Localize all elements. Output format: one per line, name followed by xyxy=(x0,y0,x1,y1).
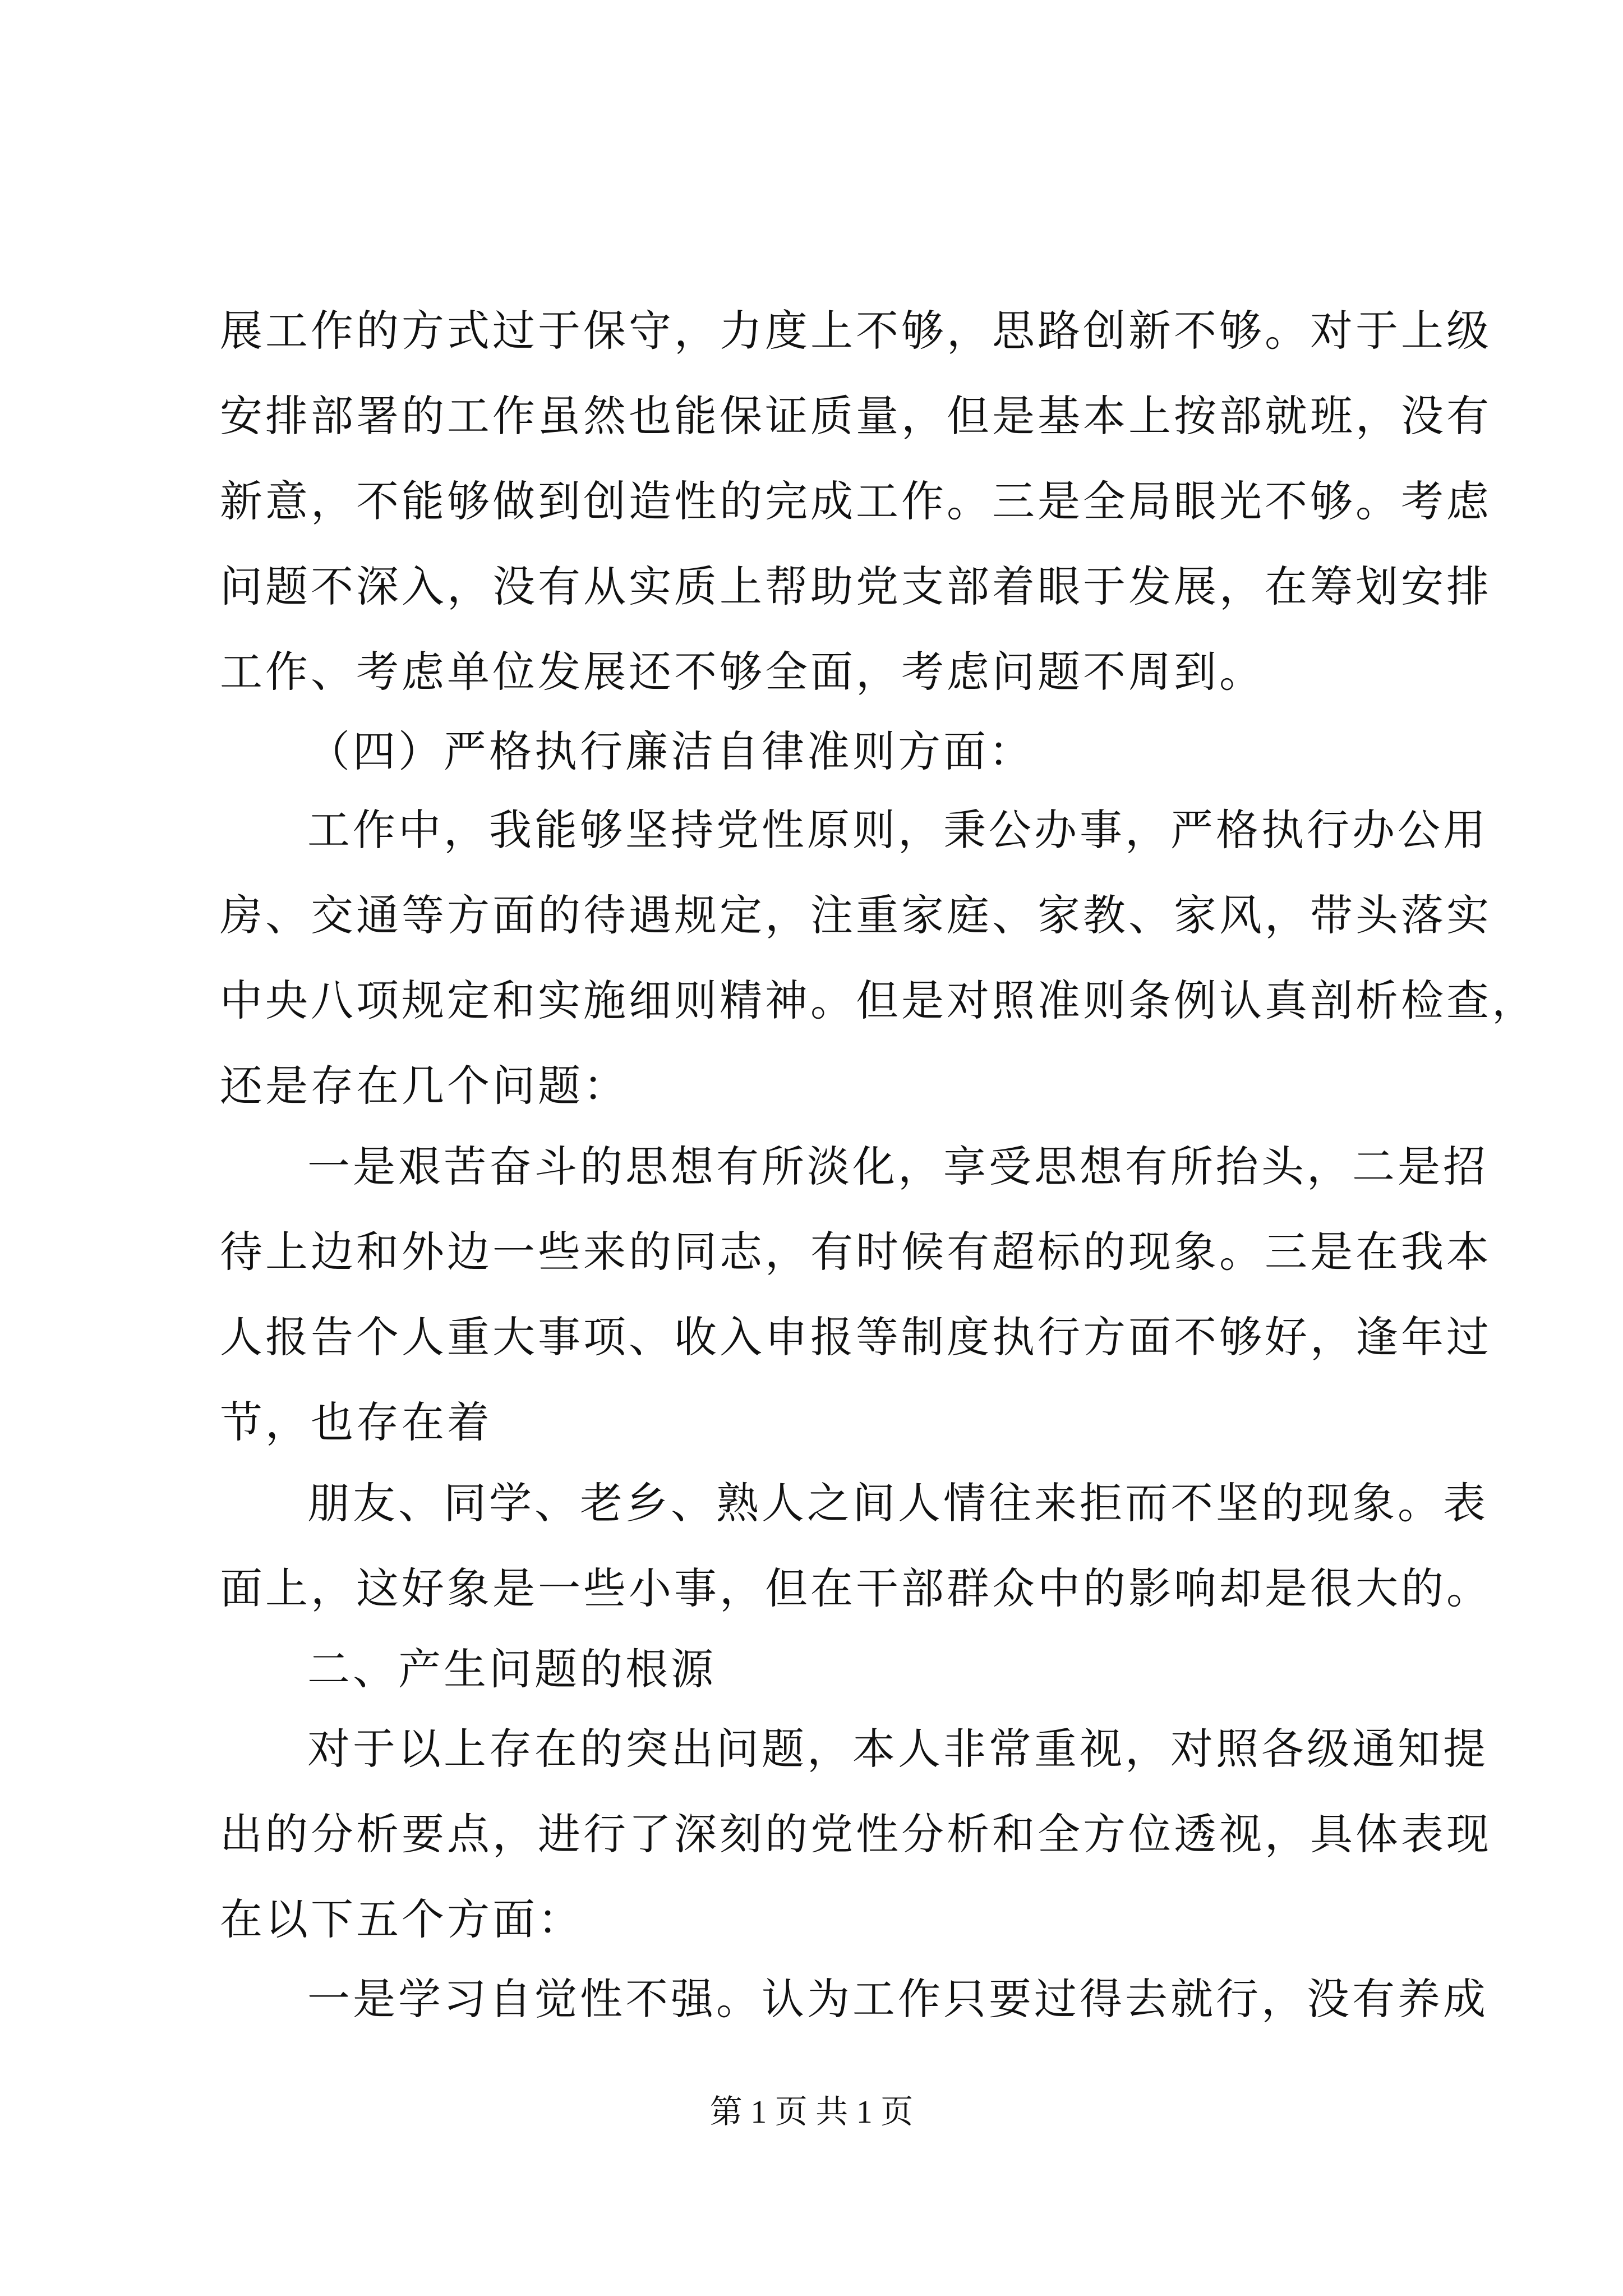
text-line-13: 人报告个人重大事项、收入申报等制度执行方面不够好，逢年过 xyxy=(220,1312,1492,1362)
text-line-11: 一是艰苦奋斗的思想有所淡化，享受思想有所抬头，二是招 xyxy=(307,1142,1488,1191)
section-heading-2: 二、产生问题的根源 xyxy=(307,1644,716,1694)
text-line-7: 工作中，我能够坚持党性原则，秉公办事，严格执行办公用 xyxy=(307,805,1488,855)
text-line-8: 房、交通等方面的待遇规定，注重家庭、家教、家风，带头落实 xyxy=(220,890,1492,940)
text-line-9: 中央八项规定和实施细则精神。但是对照准则条例认真剖析检查， xyxy=(220,976,1537,1025)
text-line-5: 工作、考虑单位发展还不够全面，考虑问题不周到。 xyxy=(220,647,1265,697)
text-line-14: 节，也存在着 xyxy=(220,1397,492,1447)
text-line-12: 待上边和外边一些来的同志，有时候有超标的现象。三是在我本 xyxy=(220,1227,1492,1277)
text-line-19: 出的分析要点，进行了深刻的党性分析和全方位透视，具体表现 xyxy=(220,1809,1492,1859)
page-footer: 第 1 页 共 1 页 xyxy=(709,2093,914,2130)
text-line-1: 展工作的方式过于保守，力度上不够，思路创新不够。对于上级 xyxy=(220,306,1492,356)
text-line-3: 新意，不能够做到创造性的完成工作。三是全局眼光不够。考虑 xyxy=(220,476,1492,526)
text-line-18: 对于以上存在的突出问题，本人非常重视，对照各级通知提 xyxy=(307,1724,1488,1774)
text-line-15: 朋友、同学、老乡、熟人之间人情往来拒而不坚的现象。表 xyxy=(307,1478,1488,1528)
text-line-2: 安排部署的工作虽然也能保证质量，但是基本上按部就班，没有 xyxy=(220,391,1492,441)
section-heading-4: （四）严格执行廉洁自律准则方面： xyxy=(307,726,1034,776)
text-line-4: 问题不深入，没有从实质上帮助党支部着眼于发展，在筹划安排 xyxy=(220,562,1492,611)
text-line-20: 在以下五个方面： xyxy=(220,1894,583,1944)
text-line-21: 一是学习自觉性不强。认为工作只要过得去就行，没有养成 xyxy=(307,1974,1488,2024)
text-line-10: 还是存在几个问题： xyxy=(220,1061,629,1111)
text-line-16: 面上，这好象是一些小事，但在干部群众中的影响却是很大的。 xyxy=(220,1563,1492,1613)
